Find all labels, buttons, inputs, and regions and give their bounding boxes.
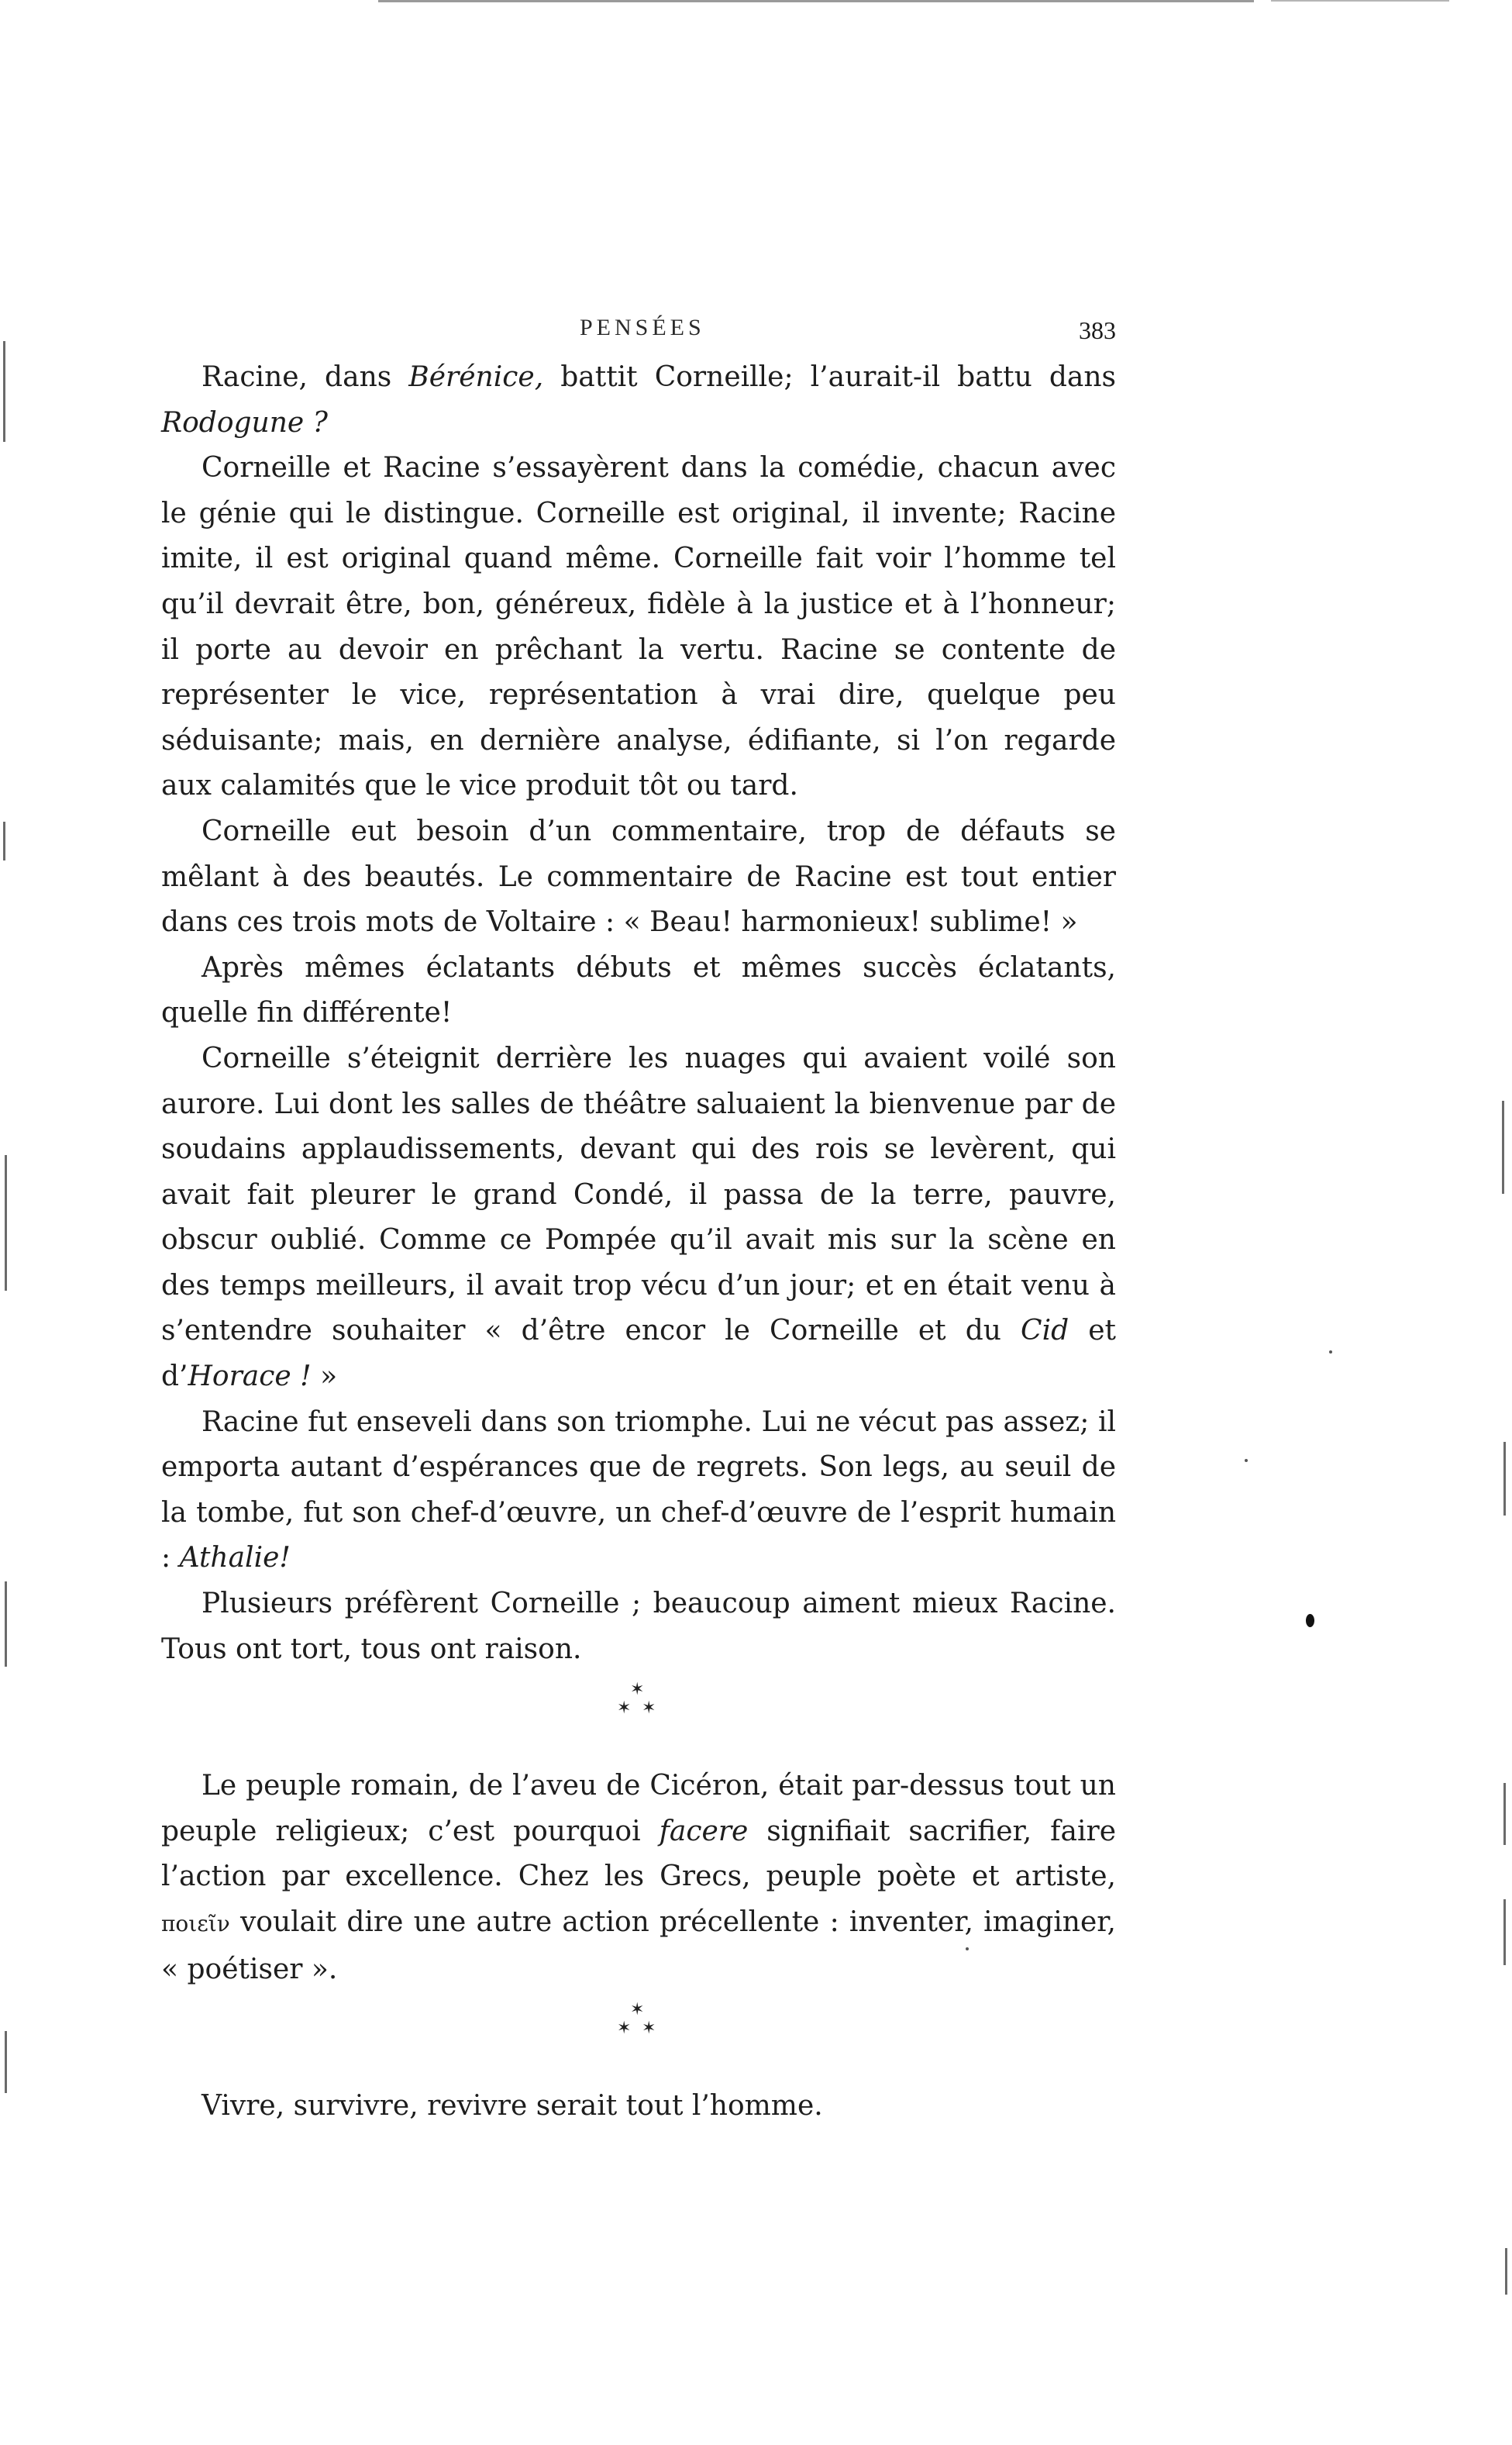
running-title: PENSÉES [580,315,705,340]
paragraph-p5 [161,1036,1116,1400]
paragraph-text: Racine fut enseveli dans son triomphe. Lui ne vécut pas assez; il emporta autant d’espérances que de regrets. Son legs, au seuil de la tombe, fut son chef-d’œuvre, un chef-d’œuvre de l’esprit humain : [161,1405,1116,1574]
paragraph-text: voulait dire une autre action précellente : inventer, imaginer, « poétiser ». [161,1906,1116,1985]
italic-title: Bérénice, [408,361,544,393]
scan-edge-mark [3,341,5,442]
paragraph-text: Le peuple romain, de l’aveu de Cicéron, était par-dessus tout un peuple religieux; c’est pourquoi [161,1770,1116,1847]
page-number: 383 [1079,316,1116,344]
paragraph-p2 [161,446,1116,809]
scan-edge-mark [1503,1899,1506,1965]
scan-edge-mark [1503,1442,1506,1516]
paragraph-text: Racine, dans [201,361,409,393]
body-flow [161,355,1116,2129]
asterism-separator [161,1672,1116,1764]
paragraph-p3 [161,809,1116,946]
paragraph-text: et d’ [161,1315,1117,1393]
scan-speck [1329,1350,1332,1354]
scan-edge-mark [1503,1783,1506,1845]
paragraph-p7 [161,1581,1116,1672]
italic-title: Cid [1021,1315,1069,1347]
asterism-star: ✶ [617,1698,632,1719]
scan-speck [1245,1459,1248,1462]
paragraph-p8 [161,1764,1116,1992]
greek-word: ποιεῖν [161,1911,230,1936]
italic-title: Rodogune ? [161,406,328,439]
paragraph-text: signifiait sacrifier, faire l’action par excellence. Chez les Grecs, peuple poète et artiste, [161,1815,1116,1893]
asterism-star: ✶ [642,2019,656,2039]
asterism-star: ✶ [642,1698,656,1719]
italic-title: Horace ! [188,1360,312,1393]
scan-edge-mark [5,1155,7,1291]
paragraph-text: Vivre, survivre, revivre serait tout l’homme. [201,2090,823,2123]
paragraph-text: Corneille eut besoin d’un commentaire, trop de défauts se mêlant à des beautés. Le commentaire de Racine est tout entier dans ces trois mots de Voltaire : « Beau! harmonieux! sublime! » [161,815,1116,939]
text-block [161,309,1116,2129]
paragraph-p4 [161,946,1116,1036]
asterism-star: ✶ [630,2000,645,2020]
paragraph-p6 [161,1400,1116,1581]
scan-edge-mark [1502,1101,1504,1194]
asterism-star: ✶ [630,1680,645,1700]
scan-top-rule [378,0,1254,2]
paragraph-text: battit Corneille; l’aurait-il battu dans [543,361,1116,393]
italic-title: facere [659,1815,749,1847]
scan-edge-mark [5,1581,7,1667]
asterism-star: ✶ [617,2019,632,2039]
scan-top-rule-right [1271,0,1449,2]
scan-edge-mark [5,2031,7,2093]
paragraph-text: Plusieurs préfèrent Corneille ; beaucoup aiment mieux Racine. Tous ont tort, tous ont raison. [161,1588,1116,1665]
paragraph-p9 [161,2084,1116,2129]
paragraph-text: Corneille s’éteignit derrière les nuages qui avaient voilé son aurore. Lui dont les salles de théâtre saluaient la bienvenue par de soudains applaudissements, devant qui des rois se levèrent, qui avait fait pleurer le grand Condé, il passa de la terre, pauvre, obscur oublié. Comme ce Pompée qu’il avait mis sur la scène en des temps meilleurs, il avait trop vécu d’un jour; et en était venu à s’entendre souhaiter « d’être encor le Corneille et du [161,1042,1116,1347]
scan-edge-mark [1505,2248,1507,2295]
scan-ink-blot [1306,1614,1314,1627]
paragraph-p1 [161,355,1116,446]
running-head [169,309,1116,355]
scan-edge-mark [3,822,5,860]
paragraph-text: Corneille et Racine s’essayèrent dans la comédie, chacun avec le génie qui le distingue. Corneille est original, il invente; Racine imite, il est original quand même. Corneille fait voir l’homme tel qu’il devrait être, bon, généreux, fidèle à la justice et à l’honneur; il porte au devoir en prêchant la vertu. Racine se contente de représenter le vice, représentation à vrai dire, quelque peu séduisante; mais, en dernière analyse, édifiante, si l’on regarde aux calamités que le vice produit tôt ou tard. [161,452,1116,802]
asterism-separator [161,1992,1116,2084]
paragraph-text: » [311,1360,338,1393]
paragraph-text: Après mêmes éclatants débuts et mêmes succès éclatants, quelle fin différente! [161,951,1116,1029]
italic-title: Athalie! [179,1542,291,1574]
